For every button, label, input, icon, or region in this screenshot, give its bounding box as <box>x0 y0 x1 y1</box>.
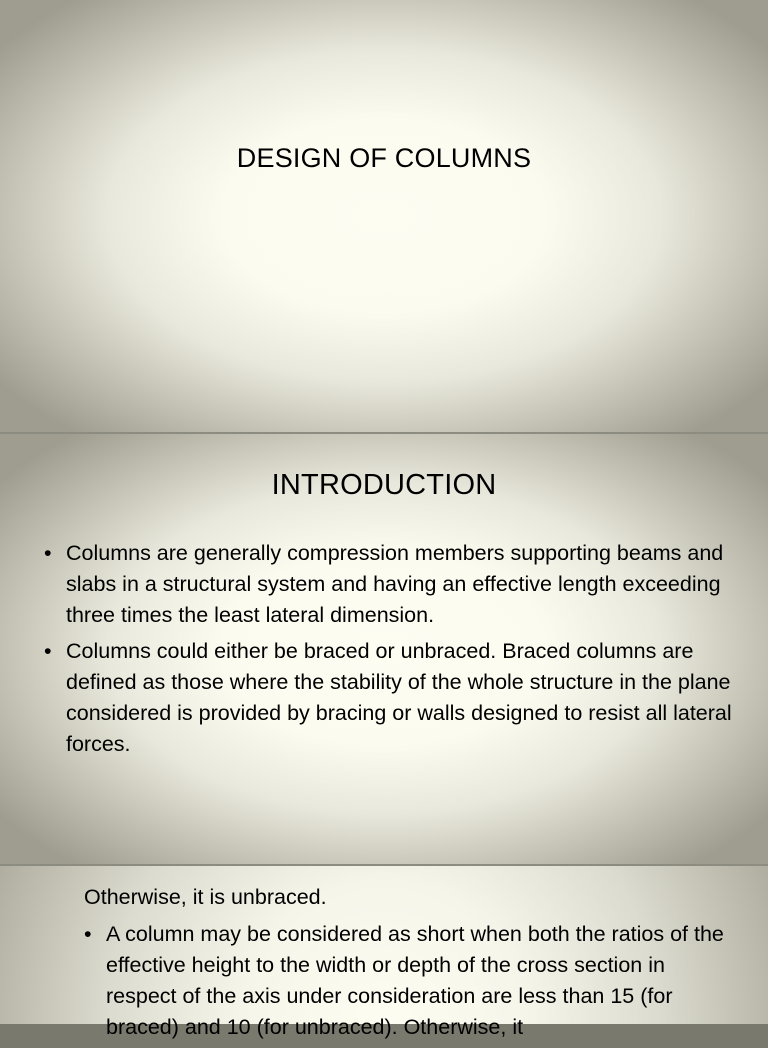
bullet-list <box>84 919 734 1048</box>
slide-title: DESIGN OF COLUMNS <box>236 143 532 173</box>
bullet-text: Columns are generally compression members supporting beams and slabs in a structural system and having an effective length exceeding three times the least lateral dimension. <box>66 541 724 627</box>
bullet-icon: • <box>44 541 52 565</box>
slide-introduction <box>0 434 768 864</box>
bullet-text: A column may be considered as short when both the ratios of the effective height to the width or depth of the cross section in respect of the axis under consideration are less than 15 (for braced) and 10 (for unbraced). Otherwise, it <box>106 922 724 1039</box>
lead-text: Otherwise, it is unbraced. <box>84 885 327 909</box>
slide-title-page <box>0 0 768 432</box>
bullet-icon: • <box>44 639 52 663</box>
slide-heading: INTRODUCTION <box>271 469 497 501</box>
list-item <box>44 538 744 631</box>
list-item <box>84 919 734 1043</box>
list-item <box>44 636 744 760</box>
slide-continuation <box>0 866 768 1039</box>
bullet-icon: • <box>84 922 92 946</box>
bullet-text: Columns could either be braced or unbraced. Braced columns are defined as those where the stability of the whole structure in the plane considered is provided by bracing or walls designed to resist all lateral forces. <box>66 639 732 756</box>
bullet-list <box>44 538 744 765</box>
